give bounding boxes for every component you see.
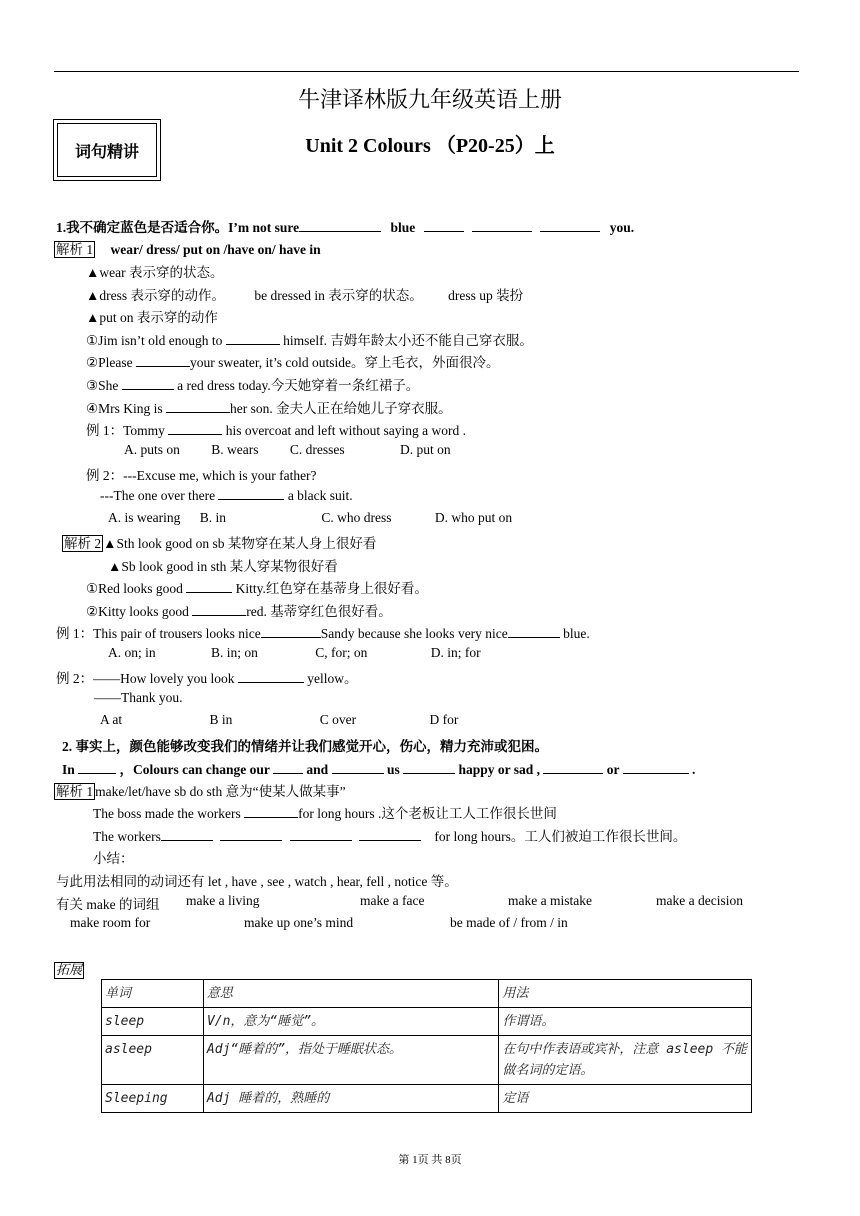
phrase: make a living xyxy=(186,893,260,908)
a2-sentence-1: ①Red looks good Kitty.红色穿在基蒂身上很好看。 xyxy=(86,581,428,596)
make-phrases-label: 有关 make 的词组 xyxy=(56,897,160,912)
analysis-2: 解析 2 ▲Sth look good on sb 某物穿在某人身上很好看 xyxy=(64,536,377,551)
look-good-in: ▲Sb look good in sth 某人穿某物很好看 xyxy=(108,559,338,574)
phrase: be made of / from / in xyxy=(450,915,568,930)
table-header: 用法 xyxy=(499,980,752,1008)
analysis-tag: 解析 2 xyxy=(64,536,102,551)
section-label: 词句精讲 xyxy=(57,123,157,177)
header-rule xyxy=(54,71,799,72)
a2-example-1: 例 1：This pair of trousers looks nice Sandy because she looks very nice blue. xyxy=(56,626,590,641)
a3-sentence-2: The workers for long hours。工人们被迫工作很长世间。 xyxy=(93,829,687,844)
page-footer: 第 1页 共 8页 xyxy=(398,1154,462,1166)
a2-example-2-reply: ——Thank you. xyxy=(94,690,183,705)
example-1-options: A. puts on B. wears C. dresses D. put on xyxy=(124,442,451,457)
extension-label: 拓展 xyxy=(56,963,83,978)
sentence-4: ④Mrs King is her son. 金夫人正在给她儿子穿衣服。 xyxy=(86,401,452,416)
table-row xyxy=(102,1036,752,1085)
table-row xyxy=(102,1008,752,1036)
table-cell: Adj 睡着的，熟睡的 xyxy=(203,1085,498,1113)
table-row xyxy=(102,1085,752,1113)
question-2: 2. 事实上，颜色能够改变我们的情绪并让我们感觉开心，伤心，精力充沛或犯困。 xyxy=(62,739,548,754)
a2-example-2: 例 2：——How lovely you look yellow。 xyxy=(56,671,358,686)
example-1: 例 1：Tommy his overcoat and left without saying a word . xyxy=(86,423,467,438)
question-2-blanks: In ，Colours can change our and us happy or sad , or . xyxy=(62,762,696,777)
analysis-tag: 解析 1 xyxy=(56,784,94,799)
a2-sentence-2: ②Kitty looks good red. 基蒂穿红色很好看。 xyxy=(86,604,392,619)
phrase: make up one’s mind xyxy=(244,915,354,930)
a3-sentence-1: The boss made the workers for long hours .这个老板让工人工作很长世间 xyxy=(93,806,557,821)
sentence-1: ①Jim isn’t old enough to himself. 吉姆年龄太小还不能自己穿衣服。 xyxy=(86,333,533,348)
example-2-options: A. is wearing B. in C. who dress D. who put on xyxy=(108,510,513,525)
dress-note: ▲dress 表示穿的动作。 be dressed in 表示穿的状态。 dress up 装扮 xyxy=(86,288,524,303)
sentence-3: ③She a red dress today.今天她穿着一条红裙子。 xyxy=(86,378,420,393)
table-cell: 在句中作表语或宾补，注意 asleep 不能做名词的定语。 xyxy=(499,1036,752,1085)
table-cell: Adj“睡着的”，指处于睡眠状态。 xyxy=(203,1036,498,1085)
phrase: make room for xyxy=(70,915,151,930)
table-cell: asleep xyxy=(102,1036,204,1085)
a2-example-2-options: A at B in C over D for xyxy=(100,712,459,727)
sentence-2: ②Please your sweater, it’s cold outside。穿上毛衣，外面很冷。 xyxy=(86,355,500,370)
phrase: make a face xyxy=(360,893,425,908)
analysis-tag: 解析 1 xyxy=(56,242,94,257)
page-title: 牛津译林版九年级英语上册 xyxy=(297,87,562,112)
table-cell: V/n，意为“睡觉”。 xyxy=(203,1008,498,1036)
unit-subtitle: Unit 2 Colours （P20-25）上 xyxy=(305,135,555,157)
question-1: 1.我不确定蓝色是否适合你。I’m not sure blue you. xyxy=(56,220,635,235)
summary-label: 小结： xyxy=(93,851,134,866)
puton-note: ▲put on 表示穿的动作 xyxy=(86,310,218,325)
wear-note: ▲wear 表示穿的状态。 xyxy=(86,265,224,280)
table-header: 意思 xyxy=(203,980,498,1008)
table-header: 单词 xyxy=(102,980,204,1008)
table-cell: sleep xyxy=(102,1008,204,1036)
similar-verbs: 与此用法相同的动词还有 let , have , see , watch , hear, fell , notice 等。 xyxy=(56,874,458,889)
table-cell: 定语 xyxy=(499,1085,752,1113)
table-header-row xyxy=(102,980,752,1008)
example-2-answer: ---The one over there a black suit. xyxy=(100,488,353,503)
table-cell: Sleeping xyxy=(102,1085,204,1113)
word-usage-table xyxy=(101,979,752,1113)
table-cell: 作谓语。 xyxy=(499,1008,752,1036)
phrase: make a mistake xyxy=(508,893,592,908)
a2-example-1-options: A. on; in B. in; on C, for; on D. in; for xyxy=(108,645,481,660)
example-2-question: 例 2：---Excuse me, which is your father? xyxy=(86,468,317,483)
analysis-1: 解析 1 wear/ dress/ put on /have on/ have in xyxy=(56,242,321,257)
phrase: make a decision xyxy=(656,893,743,908)
analysis-3: 解析 1 make/let/have sb do sth 意为“使某人做某事” xyxy=(56,784,346,799)
